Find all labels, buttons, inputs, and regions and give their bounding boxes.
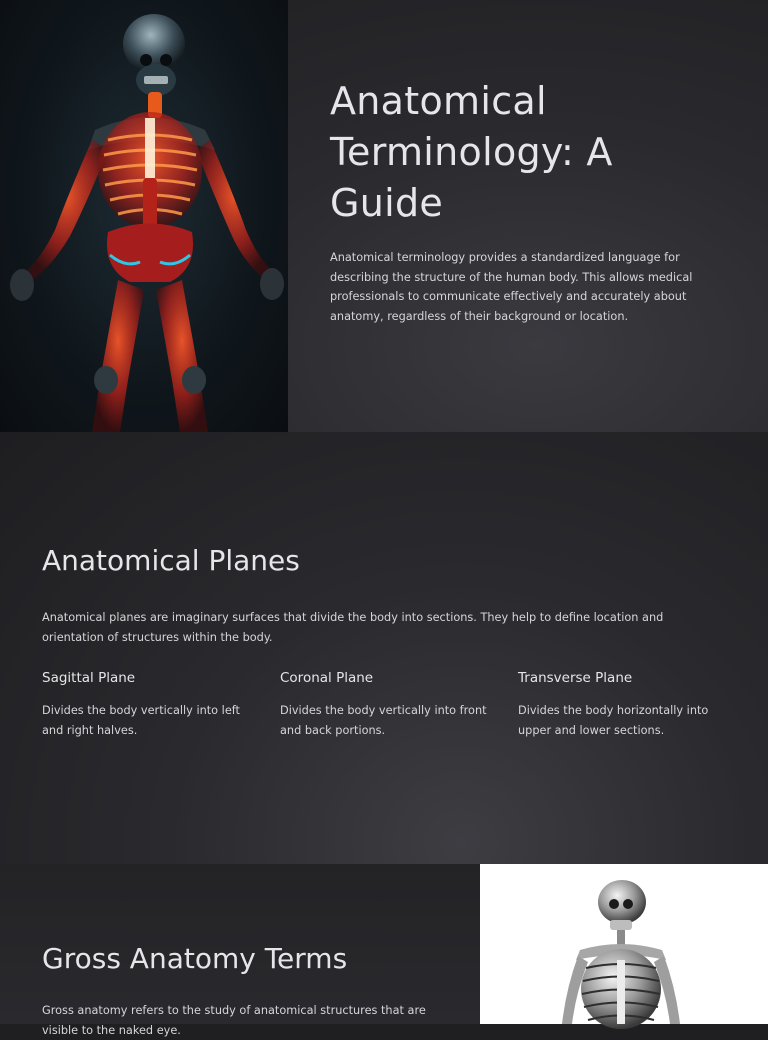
gross-anatomy-heading: Gross Anatomy Terms [42,942,348,975]
glowing-skeleton-image [0,0,288,432]
plane-card-sagittal [42,670,262,740]
silver-skeleton-image [480,864,768,1024]
plane-card-text: Divides the body horizontally into upper and lower sections. [518,704,709,737]
plane-card-text: Divides the body vertically into left and right halves. [42,704,240,737]
gross-anatomy-paragraph: Gross anatomy refers to the study of anatomical structures that are visible to the naked eye. [42,1004,426,1037]
gross-anatomy-slide [0,864,768,1037]
skeleton-illustration [480,864,768,1024]
plane-card-text: Divides the body vertically into front and back portions. [280,704,487,737]
title-slide [0,0,768,432]
intro-paragraph: Anatomical terminology provides a standardized language for describing the structure of the human body. This allows medical professionals to communicate effectively and accurately about anatomy, regardless of their background or location. [330,251,693,323]
page-title: Anatomical Terminology: A Guide [330,79,613,225]
plane-card-title: Sagittal Plane [42,670,136,686]
plane-card-coronal [280,670,500,740]
skeleton-illustration [0,0,288,432]
planes-intro: Anatomical planes are imaginary surfaces that divide the body into sections. They help to define location and orientation of structures within the body. [42,611,664,644]
plane-card-title: Coronal Plane [280,670,374,686]
planes-slide [0,432,768,864]
plane-card-title: Transverse Plane [518,670,633,686]
planes-heading: Anatomical Planes [42,544,300,577]
plane-card-transverse [518,670,738,740]
